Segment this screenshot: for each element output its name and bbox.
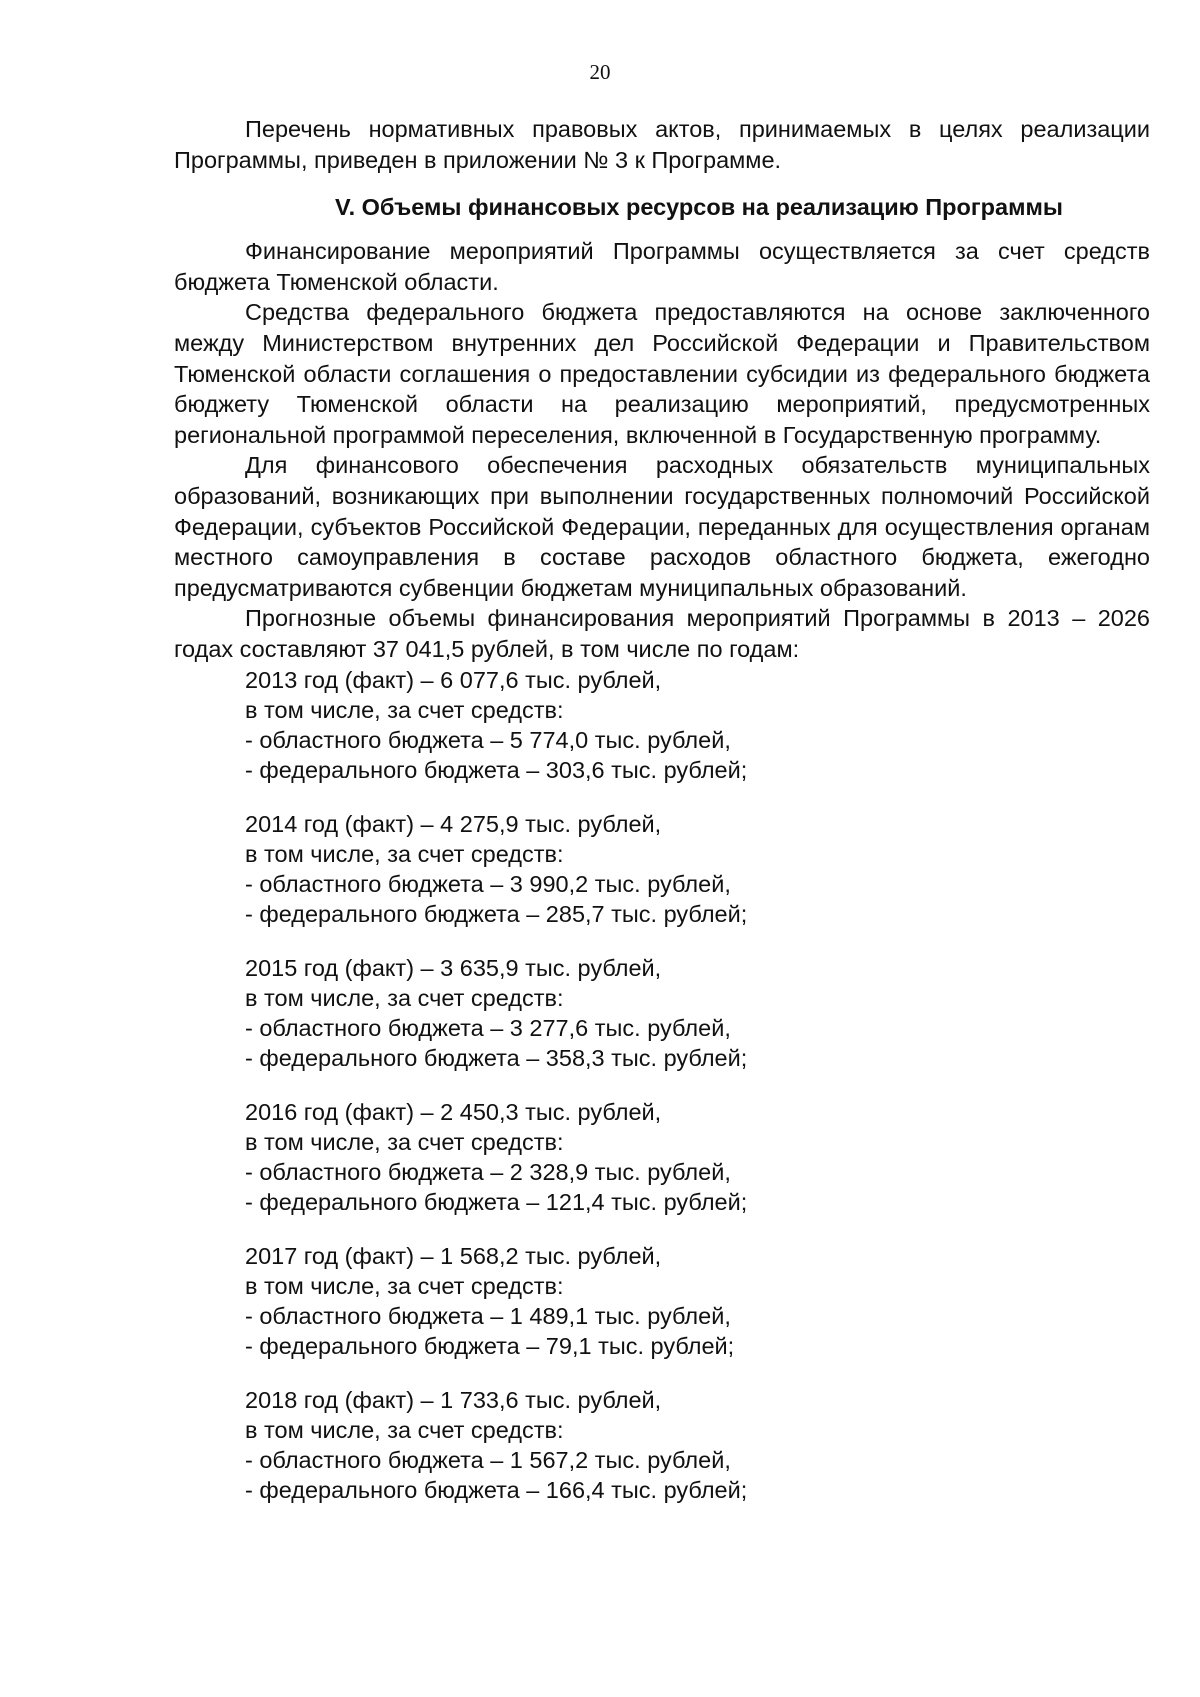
- year-federal: - федерального бюджета – 121,4 тыс. рублей;: [245, 1188, 748, 1215]
- year-total: 2013 год (факт) – 6 077,6 тыс. рублей,: [245, 666, 662, 693]
- year-regional: - областного бюджета – 1 567,2 тыс. рублей,: [245, 1446, 731, 1473]
- section-heading: V. Объемы финансовых ресурсов на реализацию Программы: [335, 194, 1063, 221]
- year-note: в том числе, за счет средств:: [245, 840, 564, 867]
- year-block-2016: [245, 1097, 1150, 1217]
- year-note: в том числе, за счет средств:: [245, 1128, 564, 1155]
- year-regional: - областного бюджета – 5 774,0 тыс. рублей,: [245, 726, 731, 753]
- year-federal: - федерального бюджета – 79,1 тыс. рублей;: [245, 1332, 735, 1359]
- year-block-2017: [245, 1241, 1150, 1361]
- year-note: в том числе, за счет средств:: [245, 1272, 564, 1299]
- year-regional: - областного бюджета – 3 277,6 тыс. рублей,: [245, 1014, 731, 1041]
- year-total: 2015 год (факт) – 3 635,9 тыс. рублей,: [245, 954, 662, 981]
- year-total: 2017 год (факт) – 1 568,2 тыс. рублей,: [245, 1242, 662, 1269]
- document-body: [174, 114, 1150, 1529]
- paragraph-municipal: Для финансового обеспечения расходных обязательств муниципальных образований, возникающих при выполнении государственных полномочий Российской Федерации, субъектов Российской Федерации, переданных для осуществления органам местного самоуправления в составе расходов областного бюджета, ежегодно предусматриваются субвенции бюджетам муниципальных образований.: [174, 452, 1150, 601]
- year-federal: - федерального бюджета – 358,3 тыс. рублей;: [245, 1044, 748, 1071]
- year-federal: - федерального бюджета – 166,4 тыс. рублей;: [245, 1476, 748, 1503]
- year-block-2014: [245, 809, 1150, 929]
- year-regional: - областного бюджета – 2 328,9 тыс. рублей,: [245, 1158, 731, 1185]
- year-block-2013: [245, 665, 1150, 785]
- year-federal: - федерального бюджета – 285,7 тыс. рублей;: [245, 900, 748, 927]
- year-regional: - областного бюджета – 1 489,1 тыс. рублей,: [245, 1302, 731, 1329]
- year-note: в том числе, за счет средств:: [245, 984, 564, 1011]
- paragraph-federal-funds: Средства федерального бюджета предоставляются на основе заключенного между Министерством внутренних дел Российской Федерации и Правительством Тюменской области соглашения о предоставлении субсидии из федерального бюджета бюджету Тюменской области на реализацию мероприятий, предусмотренных региональной программой переселения, включенной в Государственную программу.: [174, 299, 1150, 448]
- intro-paragraph: Перечень нормативных правовых актов, принимаемых в целях реализации Программы, приведен в приложении № 3 к Программе.: [174, 116, 1150, 173]
- year-federal: - федерального бюджета – 303,6 тыс. рублей;: [245, 756, 748, 783]
- year-note: в том числе, за счет средств:: [245, 696, 564, 723]
- page-number: 20: [589, 60, 611, 84]
- paragraph-forecast: Прогнозные объемы финансирования мероприятий Программы в 2013 – 2026 годах составляют 37 041,5 рублей, в том числе по годам:: [174, 605, 1150, 662]
- paragraph-financing: Финансирование мероприятий Программы осуществляется за счет средств бюджета Тюменской области.: [174, 238, 1150, 295]
- year-regional: - областного бюджета – 3 990,2 тыс. рублей,: [245, 870, 731, 897]
- year-block-2015: [245, 953, 1150, 1073]
- year-total: 2014 год (факт) – 4 275,9 тыс. рублей,: [245, 810, 662, 837]
- year-total: 2018 год (факт) – 1 733,6 тыс. рублей,: [245, 1386, 662, 1413]
- year-note: в том числе, за счет средств:: [245, 1416, 564, 1443]
- year-block-2018: [245, 1385, 1150, 1505]
- year-total: 2016 год (факт) – 2 450,3 тыс. рублей,: [245, 1098, 662, 1125]
